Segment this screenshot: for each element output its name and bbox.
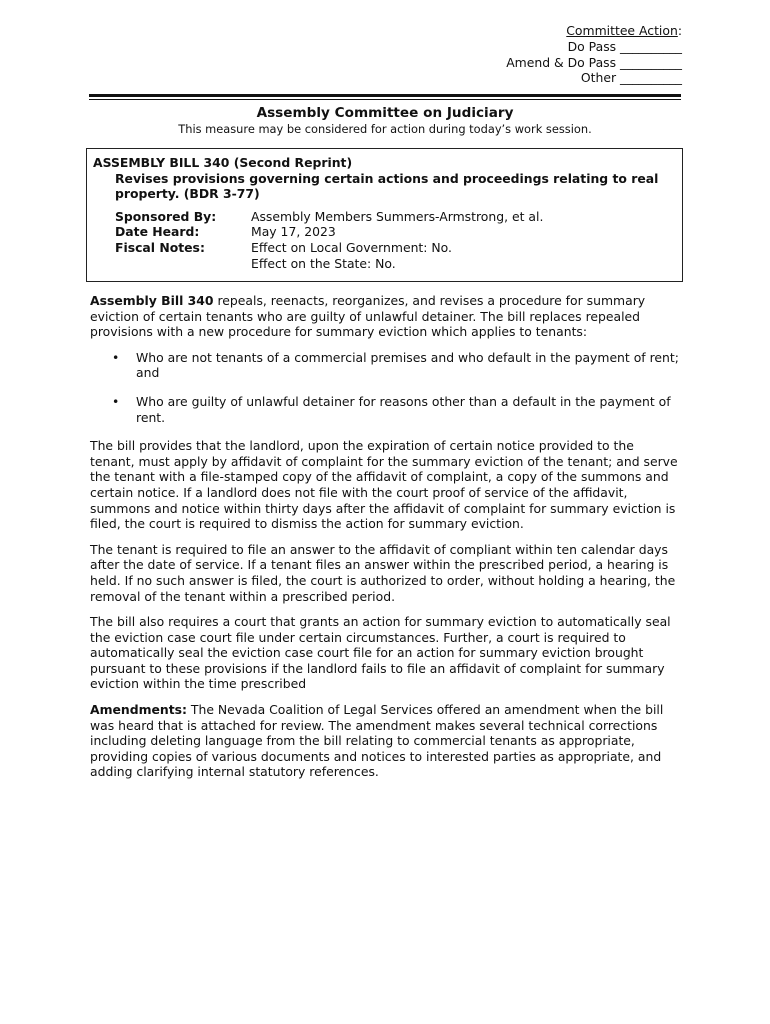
date-heard-value: May 17, 2023	[251, 224, 336, 240]
other-line: Other __________	[580, 70, 682, 86]
bill-info-box	[86, 148, 683, 282]
fiscal-notes-label: Fiscal Notes:	[115, 239, 205, 255]
intro-bold: Assembly Bill 340	[90, 293, 214, 308]
header-rule-thin	[89, 99, 681, 100]
fiscal-notes-row	[115, 240, 676, 271]
fiscal-local: Effect on Local Government: No.	[251, 239, 452, 255]
bill-summary: Revises provisions governing certain actions and proceedings relating to real property. (BDR 3-77)	[115, 170, 659, 202]
bullet-text: Who are not tenants of a commercial premises and who default in the payment of rent; and	[136, 349, 679, 381]
fiscal-state: Effect on the State: No.	[251, 255, 396, 271]
sponsored-by-value: Assembly Members Summers-Armstrong, et al.	[251, 208, 544, 224]
committee-title: Assembly Committee on Judiciary	[256, 105, 514, 121]
list-item	[90, 394, 682, 425]
amendments-paragraph	[90, 702, 682, 780]
paragraph-landlord-procedure: The bill provides that the landlord, upon the expiration of certain notice provided to the tenant, must apply by affidavit of complaint for the summary eviction of the tenant; and serve the tenant with a file-stamped copy of the affidavit of complaint, a copy of the summons and certain notice. If a landlord does not file with the court proof of service of the affidavit, summons and notice within thirty days after the affidavit of complaint for summary eviction is filed, the court is required to dismiss the action for summary eviction.	[90, 438, 678, 532]
amend-do-pass-line: Amend & Do Pass __________	[506, 54, 682, 70]
paragraph-sealing: The bill also requires a court that grants an action for summary eviction to automatically seal the eviction case court file under certain circumstances. Further, a court is required to automatically seal the eviction case court file for an action for summary eviction brought pursuant to these provisions if the landlord fails to file an affidavit of complaint for summary eviction within the time prescribed	[90, 614, 671, 692]
tenant-bullet-list	[90, 350, 682, 425]
date-heard-row	[115, 224, 676, 240]
bill-meta	[93, 209, 676, 271]
do-pass-line: Do Pass __________	[567, 38, 682, 54]
header-rule-thick	[89, 94, 681, 97]
paragraph-tenant-answer: The tenant is required to file an answer to the affidavit of compliant within ten calendar days after the date of service. If a tenant files an answer within the prescribed period, a hearing is held. If no such answer is filed, the court is authorized to order, without holding a hearing, the removal of the tenant within a prescribed period.	[90, 541, 676, 604]
committee-action-heading	[506, 23, 682, 39]
date-heard-label: Date Heard:	[115, 224, 200, 240]
bullet-text: Who are guilty of unlawful detainer for reasons other than a default in the payment of rent.	[136, 393, 671, 425]
amendments-text: The Nevada Coalition of Legal Services offered an amendment when the bill was heard that is attached for review. The amendment makes several technical corrections including deleting language from the bill relating to commercial tenants as appropriate, providing copies of various documents and notices to interested parties as appropriate, and adding clarifying internal statutory references.	[90, 702, 664, 780]
bill-body	[90, 293, 682, 790]
bill-number: ASSEMBLY BILL 340 (Second Reprint)	[93, 155, 353, 170]
sponsored-by-row	[115, 209, 676, 225]
committee-action-heading-text: Committee Action	[566, 23, 678, 38]
committee-subtitle: This measure may be considered for action during today’s work session.	[178, 122, 592, 136]
committee-action-block	[506, 23, 682, 86]
intro-paragraph	[90, 293, 682, 340]
fiscal-notes-value	[251, 240, 676, 271]
sponsored-by-label: Sponsored By:	[115, 208, 217, 224]
list-item	[90, 350, 682, 381]
amendments-label: Amendments:	[90, 702, 187, 718]
committee-action-heading-colon: :	[677, 23, 682, 38]
bullet-icon: •	[112, 349, 120, 365]
bullet-icon: •	[112, 393, 120, 409]
intro-text: repeals, reenacts, reorganizes, and revises a procedure for summary eviction of certain tenants who are guilty of unlawful detainer. The bill replaces repealed provisions with a new procedure for summary eviction which applies to tenants:	[90, 293, 646, 340]
